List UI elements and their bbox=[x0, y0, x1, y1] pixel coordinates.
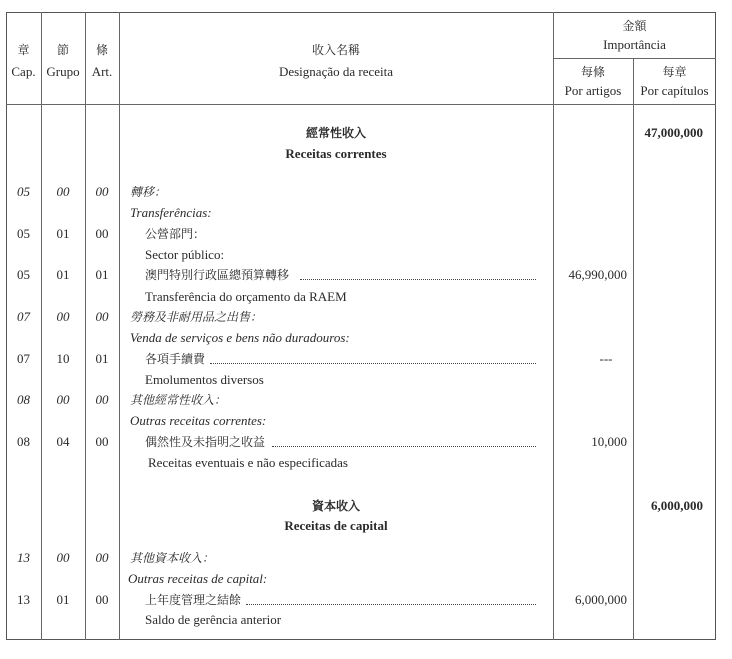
row-desc-pt: Receitas eventuais e não especificadas bbox=[148, 455, 348, 470]
budget-table-frame bbox=[6, 12, 716, 640]
row-cap: 13 bbox=[17, 592, 30, 607]
leader-dots bbox=[246, 604, 536, 605]
row-cap: 08 bbox=[17, 392, 30, 407]
row-desc-zh: 公營部門： bbox=[145, 227, 206, 241]
header-art-pt: Art. bbox=[91, 64, 113, 79]
row-art: 00 bbox=[95, 592, 109, 607]
row-desc-pt: Saldo de gerência anterior bbox=[145, 612, 282, 627]
header-grupo-pt: Grupo bbox=[46, 64, 80, 79]
leader-dots bbox=[272, 446, 536, 447]
row-desc-zh: 其他經常性收入： bbox=[130, 393, 227, 407]
row-desc-zh: 澳門特別行政區總預算轉移 bbox=[145, 268, 290, 282]
row-art: 01 bbox=[95, 267, 109, 282]
row-desc-pt: Transferências: bbox=[130, 205, 212, 220]
leader-dots bbox=[210, 363, 536, 364]
row-grupo: 00 bbox=[56, 392, 70, 407]
section-title-zh: 資本收入 bbox=[311, 499, 360, 513]
row-amount: 46,990,000 bbox=[568, 267, 627, 282]
header-amount-zh: 金額 bbox=[622, 19, 647, 33]
row-cap: 07 bbox=[17, 309, 30, 324]
header-art-zh: 條 bbox=[95, 43, 108, 57]
header-artigos-zh: 每條 bbox=[580, 65, 605, 79]
row-cap: 05 bbox=[17, 226, 30, 241]
row-art: 01 bbox=[95, 351, 109, 366]
header-capitulos-zh: 每章 bbox=[662, 65, 687, 79]
row-art: 00 bbox=[95, 184, 109, 199]
row-grupo: 01 bbox=[56, 226, 70, 241]
header-cap-zh: 章 bbox=[17, 43, 30, 57]
row-desc-zh: 上年度管理之結餘 bbox=[145, 593, 242, 607]
amount-header-divider bbox=[553, 58, 716, 59]
header-desc-pt: Designação da receita bbox=[278, 64, 394, 79]
row-grupo: 01 bbox=[56, 267, 70, 282]
header-artigos-pt: Por artigos bbox=[564, 83, 622, 98]
row-grupo: 01 bbox=[56, 592, 70, 607]
row-cap: 05 bbox=[17, 267, 30, 282]
row-desc-zh: 轉移： bbox=[130, 185, 167, 199]
section-total: 47,000,000 bbox=[644, 125, 703, 140]
header-cap-pt: Cap. bbox=[11, 64, 36, 79]
row-amount: 6,000,000 bbox=[575, 592, 627, 607]
row-art: 00 bbox=[95, 434, 109, 449]
column-divider bbox=[85, 12, 86, 640]
row-desc-pt: Emolumentos diversos bbox=[145, 372, 264, 387]
row-desc-pt: Transferência do orçamento da RAEM bbox=[145, 289, 347, 304]
row-grupo: 04 bbox=[56, 434, 70, 449]
column-divider bbox=[633, 58, 634, 640]
column-divider bbox=[553, 12, 554, 640]
row-art: 00 bbox=[95, 550, 109, 565]
header-bottom-rule bbox=[6, 104, 716, 105]
header-capitulos-pt: Por capítulos bbox=[640, 83, 709, 98]
row-grupo: 00 bbox=[56, 309, 70, 324]
row-amount: 10,000 bbox=[591, 434, 627, 449]
row-art: 00 bbox=[95, 392, 109, 407]
row-desc-pt: Venda de serviços e bens não duradouros: bbox=[130, 330, 350, 345]
leader-dots bbox=[300, 279, 536, 280]
column-divider bbox=[41, 12, 42, 640]
row-desc-zh: 偶然性及未指明之收益 bbox=[145, 435, 266, 449]
row-desc-zh: 勞務及非耐用品之出售： bbox=[130, 310, 263, 324]
row-cap: 08 bbox=[17, 434, 30, 449]
row-desc-zh: 各項手續費 bbox=[145, 352, 206, 366]
section-title-pt: Receitas correntes bbox=[285, 146, 387, 161]
row-grupo: 10 bbox=[56, 351, 70, 366]
section-title-zh: 經常性收入 bbox=[305, 126, 366, 140]
section-total: 6,000,000 bbox=[651, 498, 703, 513]
header-grupo-zh: 節 bbox=[56, 43, 69, 57]
column-divider bbox=[119, 12, 120, 640]
row-cap: 13 bbox=[17, 550, 30, 565]
row-art: 00 bbox=[95, 309, 109, 324]
row-desc-pt: Outras receitas correntes: bbox=[130, 413, 267, 428]
row-desc-pt: Outras receitas de capital: bbox=[128, 571, 268, 586]
header-desc-zh: 收入名稱 bbox=[311, 43, 360, 57]
row-grupo: 00 bbox=[56, 550, 70, 565]
row-amount: --- bbox=[599, 351, 613, 366]
row-art: 00 bbox=[95, 226, 109, 241]
row-grupo: 00 bbox=[56, 184, 70, 199]
header-amount-pt: Importância bbox=[603, 37, 666, 52]
row-desc-zh: 其他資本收入： bbox=[130, 551, 215, 565]
row-cap: 05 bbox=[17, 184, 30, 199]
row-desc-pt: Sector público: bbox=[145, 247, 225, 262]
row-cap: 07 bbox=[17, 351, 30, 366]
section-title-pt: Receitas de capital bbox=[284, 518, 388, 533]
